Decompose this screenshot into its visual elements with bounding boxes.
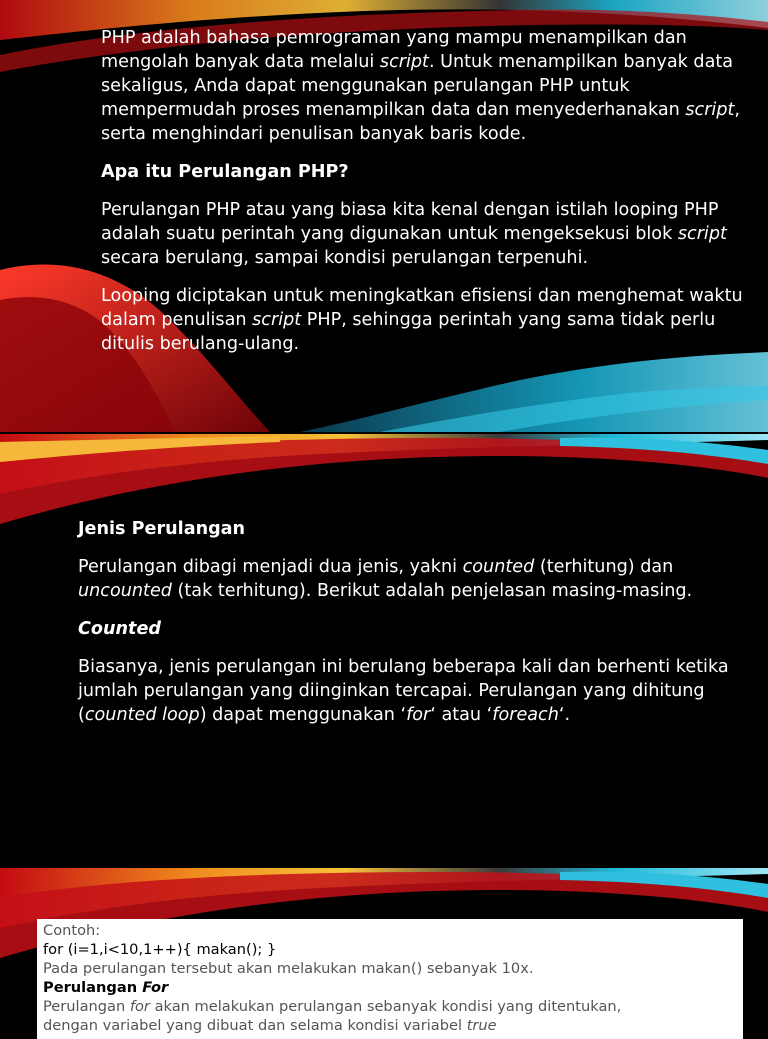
for-heading: Perulangan For [43,979,169,996]
code-line: for (i=1,i<10,1++){ makan(); } [43,941,277,958]
slide-2 [0,434,768,866]
example-explanation: Pada perulangan tersebut akan melakukan makan() sebanyak 10x. [43,960,534,977]
types-paragraph: Perulangan dibagi menjadi dua jenis, yakni counted (terhitung) dan uncounted (tak terhitung). Berikut adalah penjelasan masing-masing. [78,557,693,601]
section-heading: Jenis Perulangan [78,519,246,539]
section-heading: Apa itu Perulangan PHP? [101,162,349,182]
example-label: Contoh: [43,922,101,939]
definition-paragraph: Perulangan PHP atau yang biasa kita kenal dengan istilah looping PHP adalah suatu perintah yang digunakan untuk mengeksekusi blok script secara berulang, sampai kondisi perulangan terpenuhi. [101,200,727,268]
subheading-counted: Counted [78,619,161,639]
counted-paragraph: Biasanya, jenis perulangan ini berulang beberapa kali dan berhenti ketika jumlah perulangan yang diinginkan tercapai. Perulangan yang dihitung (counted loop) dapat menggunakan ‘for‘ atau ‘foreach‘. [78,657,729,725]
for-description: Perulangan for akan melakukan perulangan sebanyak kondisi yang ditentukan, [43,998,622,1015]
example-card [37,919,743,1039]
slide-1 [0,0,768,432]
purpose-paragraph: Looping diciptakan untuk meningkatkan efisiensi dan menghemat waktu dalam penulisan script PHP, sehingga perintah yang sama tidak perlu ditulis berulang-ulang. [101,286,743,354]
slide-3 [0,868,768,1034]
for-description-cont: dengan variabel yang dibuat dan selama kondisi variabel true [43,1017,497,1034]
intro-paragraph: PHP adalah bahasa pemrograman yang mampu menampilkan dan mengolah banyak data melalui script. Untuk menampilkan banyak data sekaligus, Anda dapat menggunakan perulangan PHP untuk mempermudah proses menampilkan data dan menyederhanakan script, serta menghindari penulisan banyak baris kode. [101,28,740,144]
